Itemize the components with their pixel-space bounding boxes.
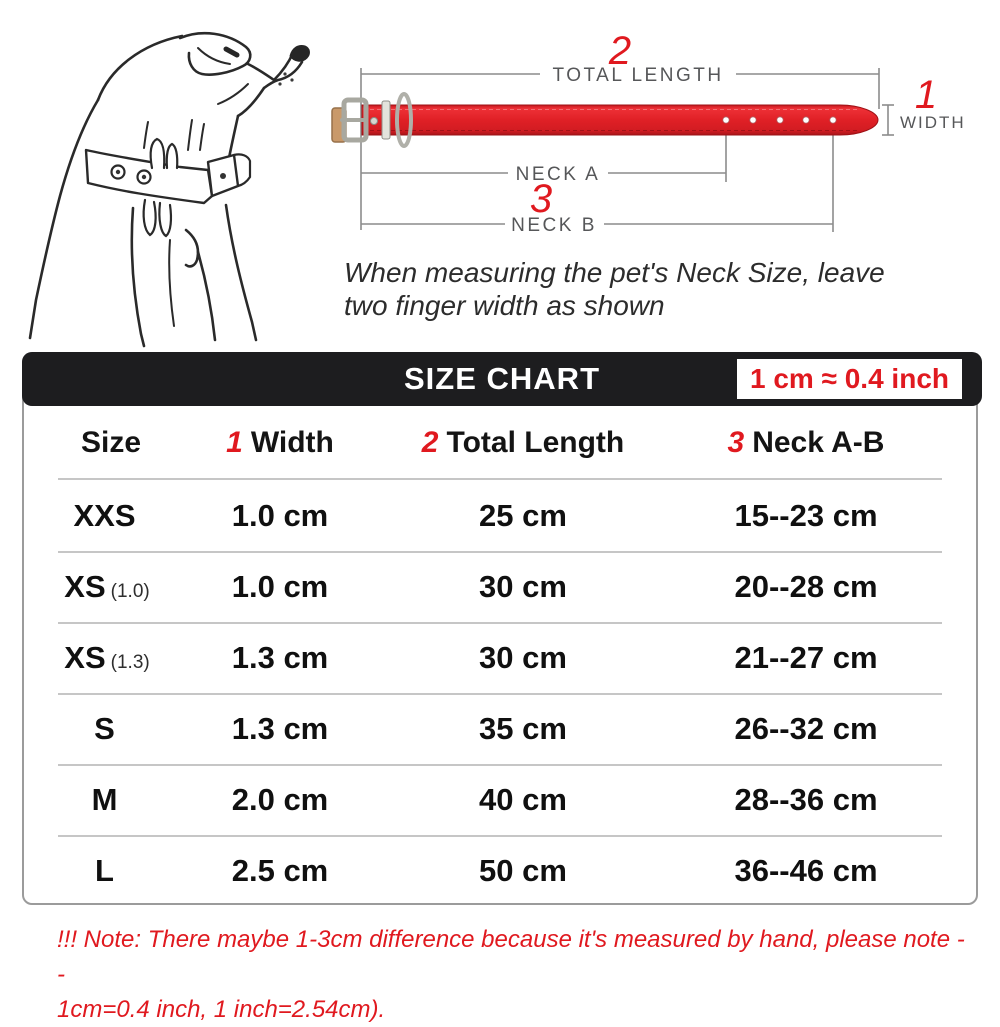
cm-inch-conversion-badge: 1 cm ≈ 0.4 inch xyxy=(737,359,962,399)
size-chart-card xyxy=(22,352,978,905)
dog-measurement-sketch xyxy=(2,0,322,348)
cell-total-length: 40 cm xyxy=(479,781,567,817)
width-label: WIDTH xyxy=(900,113,966,132)
cell-neck: 28--36 cm xyxy=(734,781,878,817)
table-row xyxy=(24,622,976,693)
cell-width: 1.3 cm xyxy=(231,639,329,675)
measuring-caption xyxy=(344,256,964,322)
cell-size: M xyxy=(91,781,118,817)
table-row xyxy=(24,693,976,764)
cell-total-length: 30 cm xyxy=(479,568,567,604)
cell-size: XS (1.0) xyxy=(64,568,150,604)
red-collar-image xyxy=(332,94,878,146)
cell-width: 1.0 cm xyxy=(231,497,329,533)
table-row xyxy=(24,764,976,835)
cell-total-length: 25 cm xyxy=(479,497,567,533)
table-body xyxy=(24,480,976,903)
cell-size: S xyxy=(94,710,115,746)
collar-diagram xyxy=(330,20,1000,245)
column-header-neck: 3 Neck A-B xyxy=(727,426,885,459)
cell-size: XS (1.3) xyxy=(64,639,150,675)
column-header-width: 1 Width xyxy=(226,426,334,459)
rivet xyxy=(371,118,378,125)
table-row xyxy=(24,551,976,622)
table-header-row xyxy=(24,406,976,480)
total-length-label: TOTAL LENGTH xyxy=(552,65,724,86)
table-row xyxy=(24,480,976,551)
keeper-bar xyxy=(382,101,390,139)
callout-1: 1 xyxy=(914,73,938,117)
cell-neck: 26--32 cm xyxy=(734,710,878,746)
note-line-1: !!! Note: There maybe 1-3cm difference because it's measured by hand, please note -- xyxy=(57,926,965,988)
cell-width: 1.3 cm xyxy=(231,710,329,746)
size-chart-title: SIZE CHART xyxy=(404,361,600,396)
cell-total-length: 50 cm xyxy=(479,852,567,888)
cell-size: XXS xyxy=(73,497,136,533)
neck-a-label: NECK A xyxy=(515,164,601,185)
cell-width: 2.0 cm xyxy=(231,781,329,817)
callout-3: 3 xyxy=(529,177,553,221)
cell-width: 1.0 cm xyxy=(231,568,329,604)
table-row xyxy=(24,835,976,906)
cell-size: L xyxy=(95,852,114,888)
cell-neck: 36--46 cm xyxy=(734,852,878,888)
caption-line-2: two finger width as shown xyxy=(344,290,665,321)
hand-measure-note xyxy=(57,922,967,1027)
note-line-2: 1cm=0.4 inch, 1 inch=2.54cm). xyxy=(57,996,386,1023)
cell-neck: 15--23 cm xyxy=(734,497,878,533)
column-header-total-length: 2 Total Length xyxy=(421,426,625,459)
cell-neck: 21--27 cm xyxy=(734,639,878,675)
cell-neck: 20--28 cm xyxy=(734,568,878,604)
cell-total-length: 30 cm xyxy=(479,639,567,675)
column-header-size: Size xyxy=(80,426,142,459)
neck-b-label: NECK B xyxy=(511,215,597,236)
measurement-lines xyxy=(361,68,894,232)
caption-line-1: When measuring the pet's Neck Size, leave xyxy=(344,257,885,288)
cell-width: 2.5 cm xyxy=(231,852,329,888)
callout-2: 2 xyxy=(608,29,632,73)
size-chart-header-bar xyxy=(22,352,982,406)
cell-total-length: 35 cm xyxy=(479,710,567,746)
